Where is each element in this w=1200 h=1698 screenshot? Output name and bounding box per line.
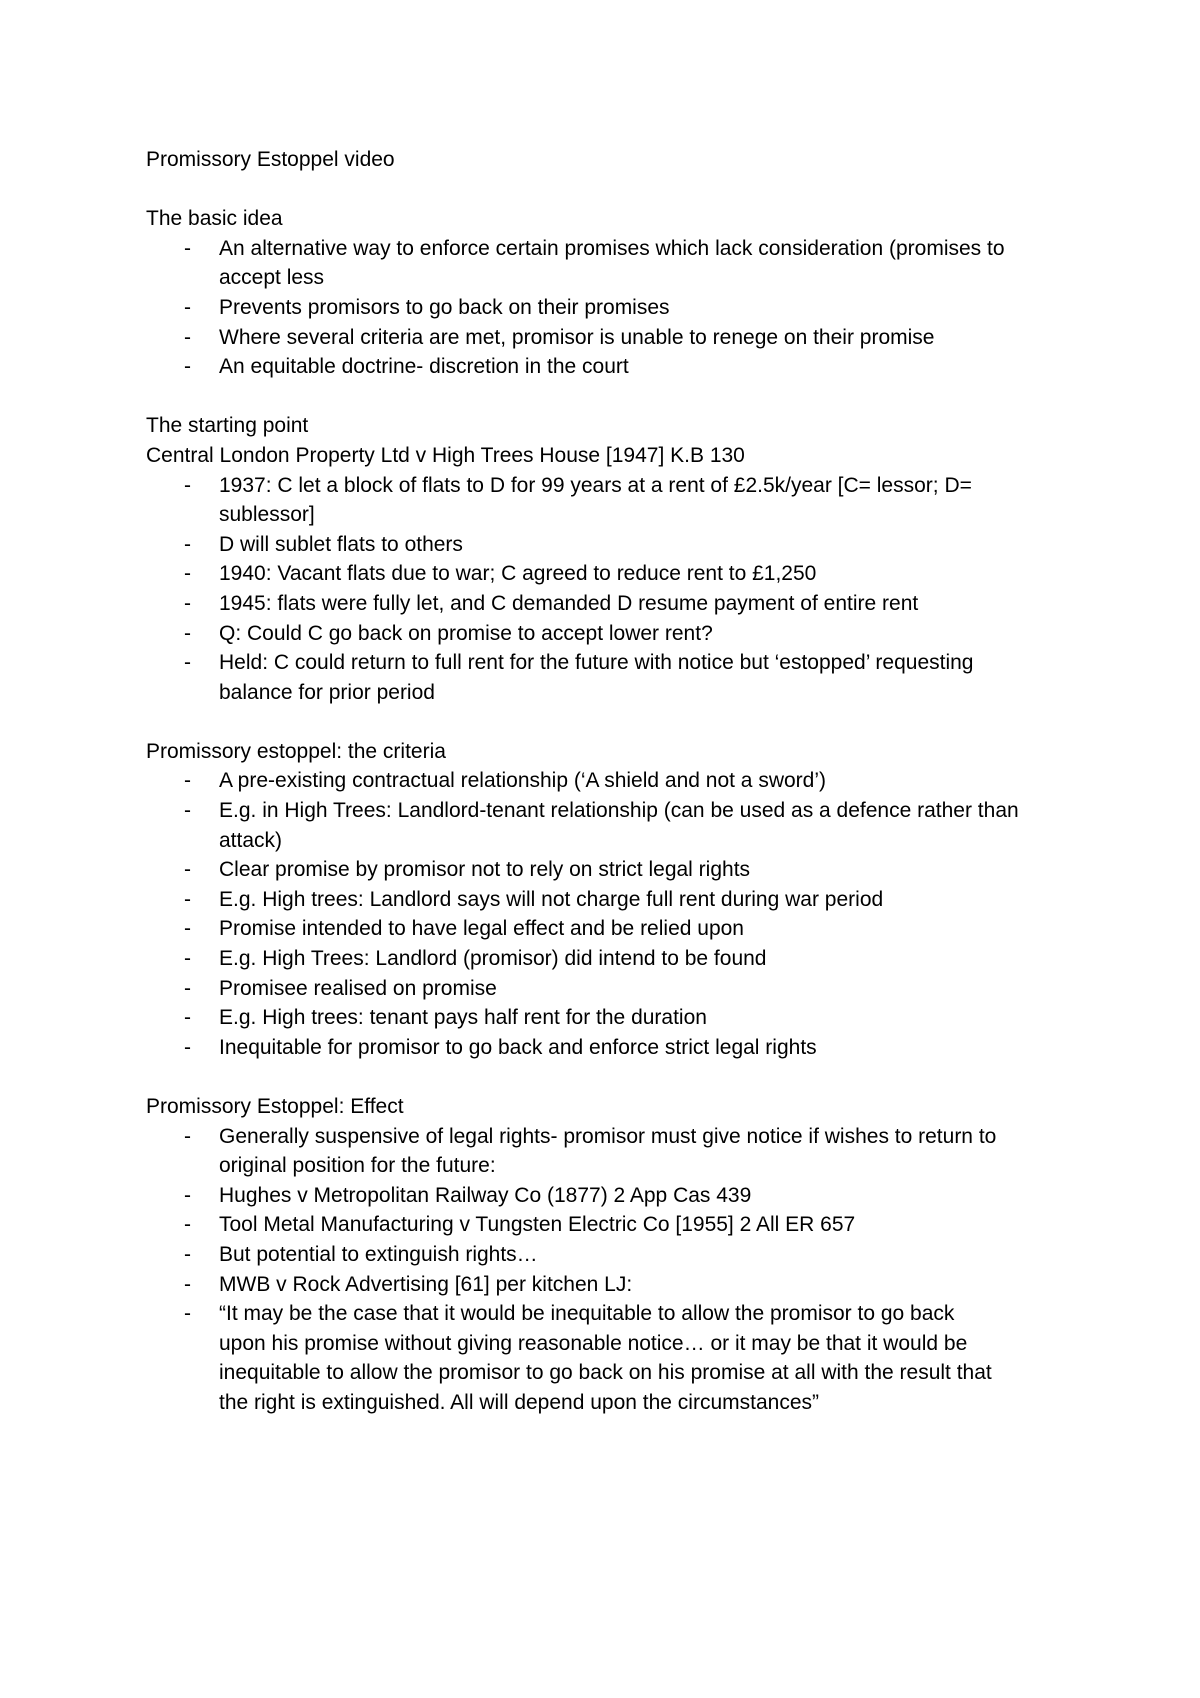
list-item-text: But potential to extinguish rights… <box>219 1242 538 1266</box>
list-item-text: An equitable doctrine- discretion in the court <box>219 355 629 379</box>
dash-bullet: - <box>184 532 191 556</box>
dash-bullet: - <box>184 355 191 379</box>
bullet-list-criteria <box>146 766 1066 1062</box>
list-item-text: A pre-existing contractual relationship (‘A shield and not a sword’) <box>219 769 826 793</box>
list-item <box>146 559 1066 589</box>
list-item <box>146 1181 1066 1211</box>
list-item-text: Clear promise by promisor not to rely on strict legal rights <box>219 858 751 882</box>
list-item <box>146 1270 1066 1300</box>
bullet-list-basic-idea <box>146 234 1066 382</box>
list-item-text: Promisee realised on promise <box>219 976 497 1000</box>
list-item-text: Where several criteria are met, promisor is unable to renege on their promise <box>219 325 935 349</box>
list-item-text: Hughes v Metropolitan Railway Co (1877) 2 App Cas 439 <box>219 1183 752 1207</box>
dash-bullet: - <box>184 1006 191 1030</box>
dash-bullet: - <box>184 1272 191 1296</box>
list-item <box>146 471 1066 530</box>
list-item <box>146 323 1066 353</box>
list-item <box>146 1210 1066 1240</box>
list-item <box>146 1003 1066 1033</box>
list-item-text: Prevents promisors to go back on their promises <box>219 295 670 319</box>
dash-bullet: - <box>184 1124 191 1148</box>
list-item <box>146 619 1066 649</box>
dash-bullet: - <box>184 799 191 823</box>
dash-bullet: - <box>184 1183 191 1207</box>
section-heading-basic-idea: The basic idea <box>146 207 283 231</box>
list-item <box>146 974 1066 1004</box>
spacer <box>146 707 1066 737</box>
list-item-text: E.g. High Trees: Landlord (promisor) did intend to be found <box>219 947 767 971</box>
list-item-text: 1940: Vacant flats due to war; C agreed to reduce rent to £1,250 <box>219 562 817 586</box>
list-item-text: 1945: flats were fully let, and C demanded D resume payment of entire rent <box>219 591 919 615</box>
dash-bullet: - <box>184 1242 191 1266</box>
list-item-text: An alternative way to enforce certain promises which lack consideration (promises to accept less <box>219 236 1005 290</box>
list-item <box>146 944 1066 974</box>
list-item <box>146 352 1066 382</box>
list-item-text: Q: Could C go back on promise to accept lower rent? <box>219 621 713 645</box>
dash-bullet: - <box>184 858 191 882</box>
dash-bullet: - <box>184 947 191 971</box>
dash-bullet: - <box>184 887 191 911</box>
spacer <box>146 1062 1066 1092</box>
list-item <box>146 648 1066 707</box>
dash-bullet: - <box>184 473 191 497</box>
list-item <box>146 855 1066 885</box>
list-item <box>146 1122 1066 1181</box>
dash-bullet: - <box>184 1302 191 1326</box>
section-heading-starting-point: The starting point <box>146 414 309 438</box>
dash-bullet: - <box>184 1213 191 1237</box>
section-heading-effect: Promissory Estoppel: Effect <box>146 1095 404 1118</box>
dash-bullet: - <box>184 651 191 675</box>
list-item-text: “It may be the case that it would be inequitable to allow the promisor to go back upon his promise without giving reasonable notice… or it may be that it would be inequitable to allow the promisor to go back on his promise at all with the result that the right is extinguished. All will depend upon the circumstances” <box>219 1302 992 1414</box>
list-item-text: Tool Metal Manufacturing v Tungsten Electric Co [1955] 2 All ER 657 <box>219 1213 856 1237</box>
list-item <box>146 1240 1066 1270</box>
list-item-text: Inequitable for promisor to go back and enforce strict legal rights <box>219 1035 817 1059</box>
list-item <box>146 796 1066 855</box>
list-item-text: Generally suspensive of legal rights- promisor must give notice if wishes to return to original position for the future: <box>219 1124 997 1178</box>
list-item <box>146 293 1066 323</box>
document-body <box>146 145 1066 1418</box>
list-item <box>146 914 1066 944</box>
spacer <box>146 382 1066 412</box>
list-item <box>146 530 1066 560</box>
dash-bullet: - <box>184 976 191 1000</box>
list-item-text: MWB v Rock Advertising [61] per kitchen LJ: <box>219 1272 633 1296</box>
dash-bullet: - <box>184 1035 191 1059</box>
dash-bullet: - <box>184 325 191 349</box>
dash-bullet: - <box>184 562 191 586</box>
list-item <box>146 885 1066 915</box>
dash-bullet: - <box>184 236 191 260</box>
section-heading-criteria: Promissory estoppel: the criteria <box>146 739 446 763</box>
dash-bullet: - <box>184 769 191 793</box>
dash-bullet: - <box>184 295 191 319</box>
list-item <box>146 766 1066 796</box>
list-item-text: E.g. High trees: tenant pays half rent for the duration <box>219 1006 707 1030</box>
list-item-text: E.g. High trees: Landlord says will not charge full rent during war period <box>219 887 884 911</box>
list-item-text: 1937: C let a block of flats to D for 99 years at a rent of £2.5k/year [C= lessor; D= sublessor] <box>219 473 972 527</box>
list-item-text: Promise intended to have legal effect and be relied upon <box>219 917 744 941</box>
list-item <box>146 1299 1066 1417</box>
list-item-text: Held: C could return to full rent for the future with notice but ‘estopped’ requesting balance for prior period <box>219 651 974 704</box>
case-citation: Central London Property Ltd v High Trees House [1947] K.B 130 <box>146 443 745 467</box>
list-item <box>146 589 1066 619</box>
list-item <box>146 234 1066 293</box>
list-item <box>146 1033 1066 1063</box>
bullet-list-starting-point <box>146 471 1066 708</box>
dash-bullet: - <box>184 917 191 941</box>
list-item-text: E.g. in High Trees: Landlord-tenant relationship (can be used as a defence rather than attack) <box>219 799 1019 852</box>
list-item-text: D will sublet flats to others <box>219 532 463 556</box>
dash-bullet: - <box>184 591 191 615</box>
spacer <box>146 175 1066 205</box>
dash-bullet: - <box>184 621 191 645</box>
bullet-list-effect <box>146 1122 1066 1418</box>
document-title: Promissory Estoppel video <box>146 148 395 171</box>
